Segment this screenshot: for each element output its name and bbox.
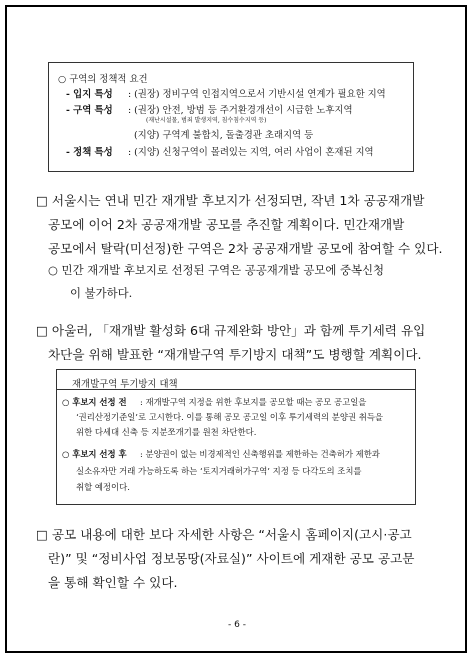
pre-selection-line-1: : 재개발구역 지정을 위한 후보지를 공모할 때는 공모 공고일을	[140, 397, 367, 407]
post-selection-line-1: : 분양권이 없는 비경제적인 신축행위를 제한하는 건축허가 제한과	[140, 449, 380, 459]
sub-bullet-line-1: ○ 민간 재개발 후보지로 선정된 구역은 공공재개발 공모에 중복신청	[48, 263, 384, 277]
zone-trait-avoid: (지양) 구역계 불합치, 돌출경관 초래지역 등	[134, 130, 314, 141]
speculation-box-title: 재개발구역 투기방지 대책	[72, 379, 178, 390]
paragraph-2-line-2: 차단을 위해 발표한 “재개발구역 투기방지 대책”도 병행할 계획이다.	[48, 347, 422, 362]
post-selection-label: ○ 후보지 선정 후	[62, 449, 127, 459]
paragraph-1-line-2: 공모에 이어 2차 공공재개발 공모를 추진할 계획이다. 민간재개발	[48, 217, 405, 232]
zone-trait-label: - 구역 특성	[66, 105, 113, 116]
policy-trait-text: : (지양) 신청구역이 몰려있는 지역, 여러 사업이 혼재된 지역	[128, 147, 374, 158]
paragraph-3-line-2: 란)” 및 “정비사업 정보몽땅(자료실)” 사이트에 게재한 공모 공고문	[48, 551, 415, 566]
page-number: - 6 -	[228, 620, 246, 630]
paragraph-1-line-1: □ 서울시는 연내 민간 재개발 후보지가 선정되면, 작년 1차 공공재개발	[36, 193, 425, 208]
post-selection-line-3: 취할 예정이다.	[76, 482, 130, 492]
location-trait-text: : (권장) 정비구역 인접지역으로서 기반시설 연계가 필요한 지역	[128, 89, 386, 100]
paragraph-3-line-3: 을 통해 확인할 수 있다.	[48, 575, 178, 590]
zone-trait-note: (재난시설물, 범죄 발생지역, 침수침수지역 등)	[146, 117, 267, 124]
paragraph-3-line-1: □ 공모 내용에 대한 보다 자세한 사항은 “서울시 홈페이지(고시·공고	[36, 527, 412, 542]
pre-selection-label: ○ 후보지 선정 전	[62, 397, 127, 407]
location-trait-label: - 입지 특성	[66, 89, 113, 100]
paragraph-1-line-3: 공모에서 탈락(미선정)한 구역은 2차 공공재개발 공모에 참여할 수 있다.	[48, 241, 443, 256]
sub-bullet-line-2: 이 불가하다.	[70, 286, 133, 300]
pre-selection-line-2: ‘권리산정기준일’로 고시한다. 이를 통해 공모 공고일 이후 투기세력의 분양권 취득을	[76, 412, 384, 422]
zone-trait-text: : (권장) 안전, 방범 등 주거환경개선이 시급한 노후지역	[128, 105, 353, 116]
pre-selection-line-3: 위한 다세대 신축 등 지분쪼개기를 원천 차단한다.	[76, 427, 257, 437]
box-divider	[56, 389, 416, 390]
policy-trait-label: - 정책 특성	[66, 147, 113, 158]
policy-requirements-heading: ○ 구역의 정책적 요건	[58, 74, 148, 85]
paragraph-2-line-1: □ 아울러, 「재개발 활성화 6대 규제완화 방안」과 함께 투기세력 유입	[36, 323, 426, 338]
post-selection-line-2: 실소유자만 거래 가능하도록 하는 ‘토지거래허가구역’ 지정 등 다각도의 조치를	[76, 466, 362, 476]
